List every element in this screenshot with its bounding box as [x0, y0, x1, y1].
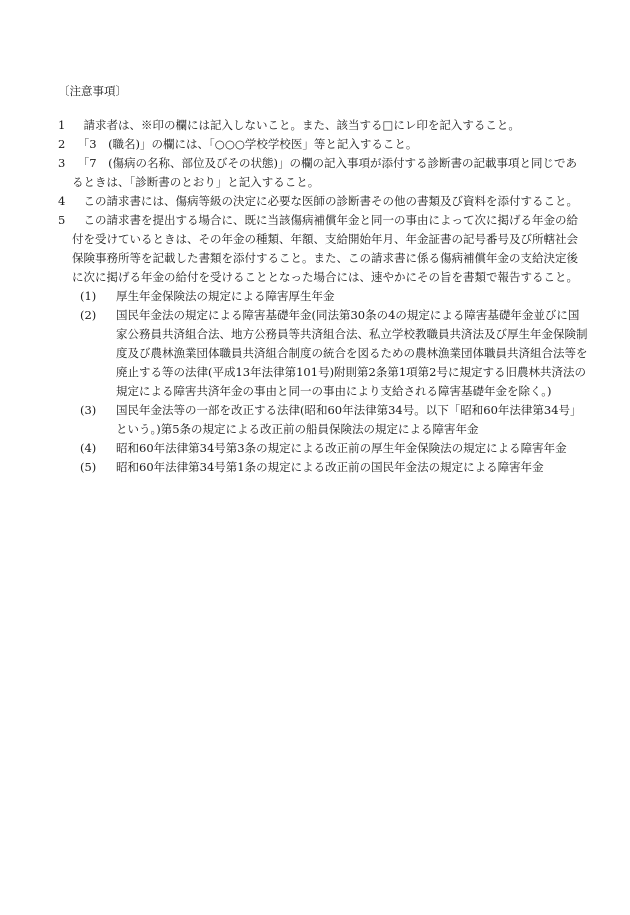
item-number: (3)	[80, 403, 97, 417]
note-item-4	[58, 192, 588, 211]
pension-type-list	[58, 287, 588, 477]
note-number: 3	[58, 156, 66, 170]
item-text: 国民年金法等の一部を改正する法律(昭和60年法律第34号。以下「昭和60年法律第34号」という。)第5条の規定による改正前の船員保険法の規定による障害年金	[116, 403, 582, 436]
note-number: 5	[58, 213, 66, 227]
item-number: (1)	[80, 289, 97, 303]
notes-list	[58, 116, 588, 477]
item-number: (5)	[80, 460, 97, 474]
pension-type-item-3	[58, 401, 588, 439]
pension-type-item-2	[58, 306, 588, 401]
item-number: (2)	[80, 308, 97, 322]
pension-type-item-5	[58, 458, 588, 477]
note-number: 4	[58, 194, 66, 208]
note-item-3	[58, 154, 588, 192]
item-text: 国民年金法の規定による障害基礎年金(同法第30条の4の規定による障害基礎年金並びに国家公務員共済組合法、地方公務員等共済組合法、私立学校教職員共済法及び厚生年金保険制度及び農林漁業団体職員共済組合制度の統合を図るための農林漁業団体職員共済組合法等を廃止する等の法律(平成13年法律第101号)附則第2条第1項第2号に規定する旧農林共済法の規定による障害共済年金の事由と同一の事由により支給される障害基礎年金を除く。)	[116, 308, 588, 398]
item-number: (4)	[80, 441, 97, 455]
note-item-5	[58, 211, 588, 287]
item-text: 厚生年金保険法の規定による障害厚生年金	[116, 289, 335, 303]
pension-type-item-4	[58, 439, 588, 458]
note-number: 2	[58, 137, 66, 151]
item-text: 昭和60年法律第34号第3条の規定による改正前の厚生年金保険法の規定による障害年金	[116, 441, 567, 455]
note-number: 1	[58, 118, 66, 132]
note-text: この請求書を提出する場合に、既に当該傷病補償年金と同一の事由によって次に掲げる年金の給付を受けているときは、その年金の種類、年額、支給開始年月、年金証書の記号番号及び所轄社会保険事務所等を記載した書類を添付すること。また、この請求書に係る傷病補償年金の支給決定後に次に掲げる年金の給付を受けることとなった場合には、速やかにその旨を書類で報告すること。	[72, 213, 578, 284]
pension-type-item-1	[58, 287, 588, 306]
note-item-1	[58, 116, 588, 135]
notes-heading: 〔注意事項〕	[58, 84, 127, 98]
note-text: 請求者は、※印の欄には記入しないこと。また、該当する□にレ印を記入すること。	[72, 118, 520, 132]
item-text: 昭和60年法律第34号第1条の規定による改正前の国民年金法の規定による障害年金	[116, 460, 544, 474]
note-item-2	[58, 135, 588, 154]
note-text: 「7 (傷病の名称、部位及びその状態)」の欄の記入事項が添付する診断書の記載事項と同じであるときは、「診断書のとおり」と記入すること。	[72, 156, 578, 189]
note-text: 「3 (職名)」の欄には、「○○○学校学校医」等と記入すること。	[72, 137, 418, 151]
note-text: この請求書には、傷病等級の決定に必要な医師の診断書その他の書類及び資料を添付すること。	[72, 194, 578, 208]
